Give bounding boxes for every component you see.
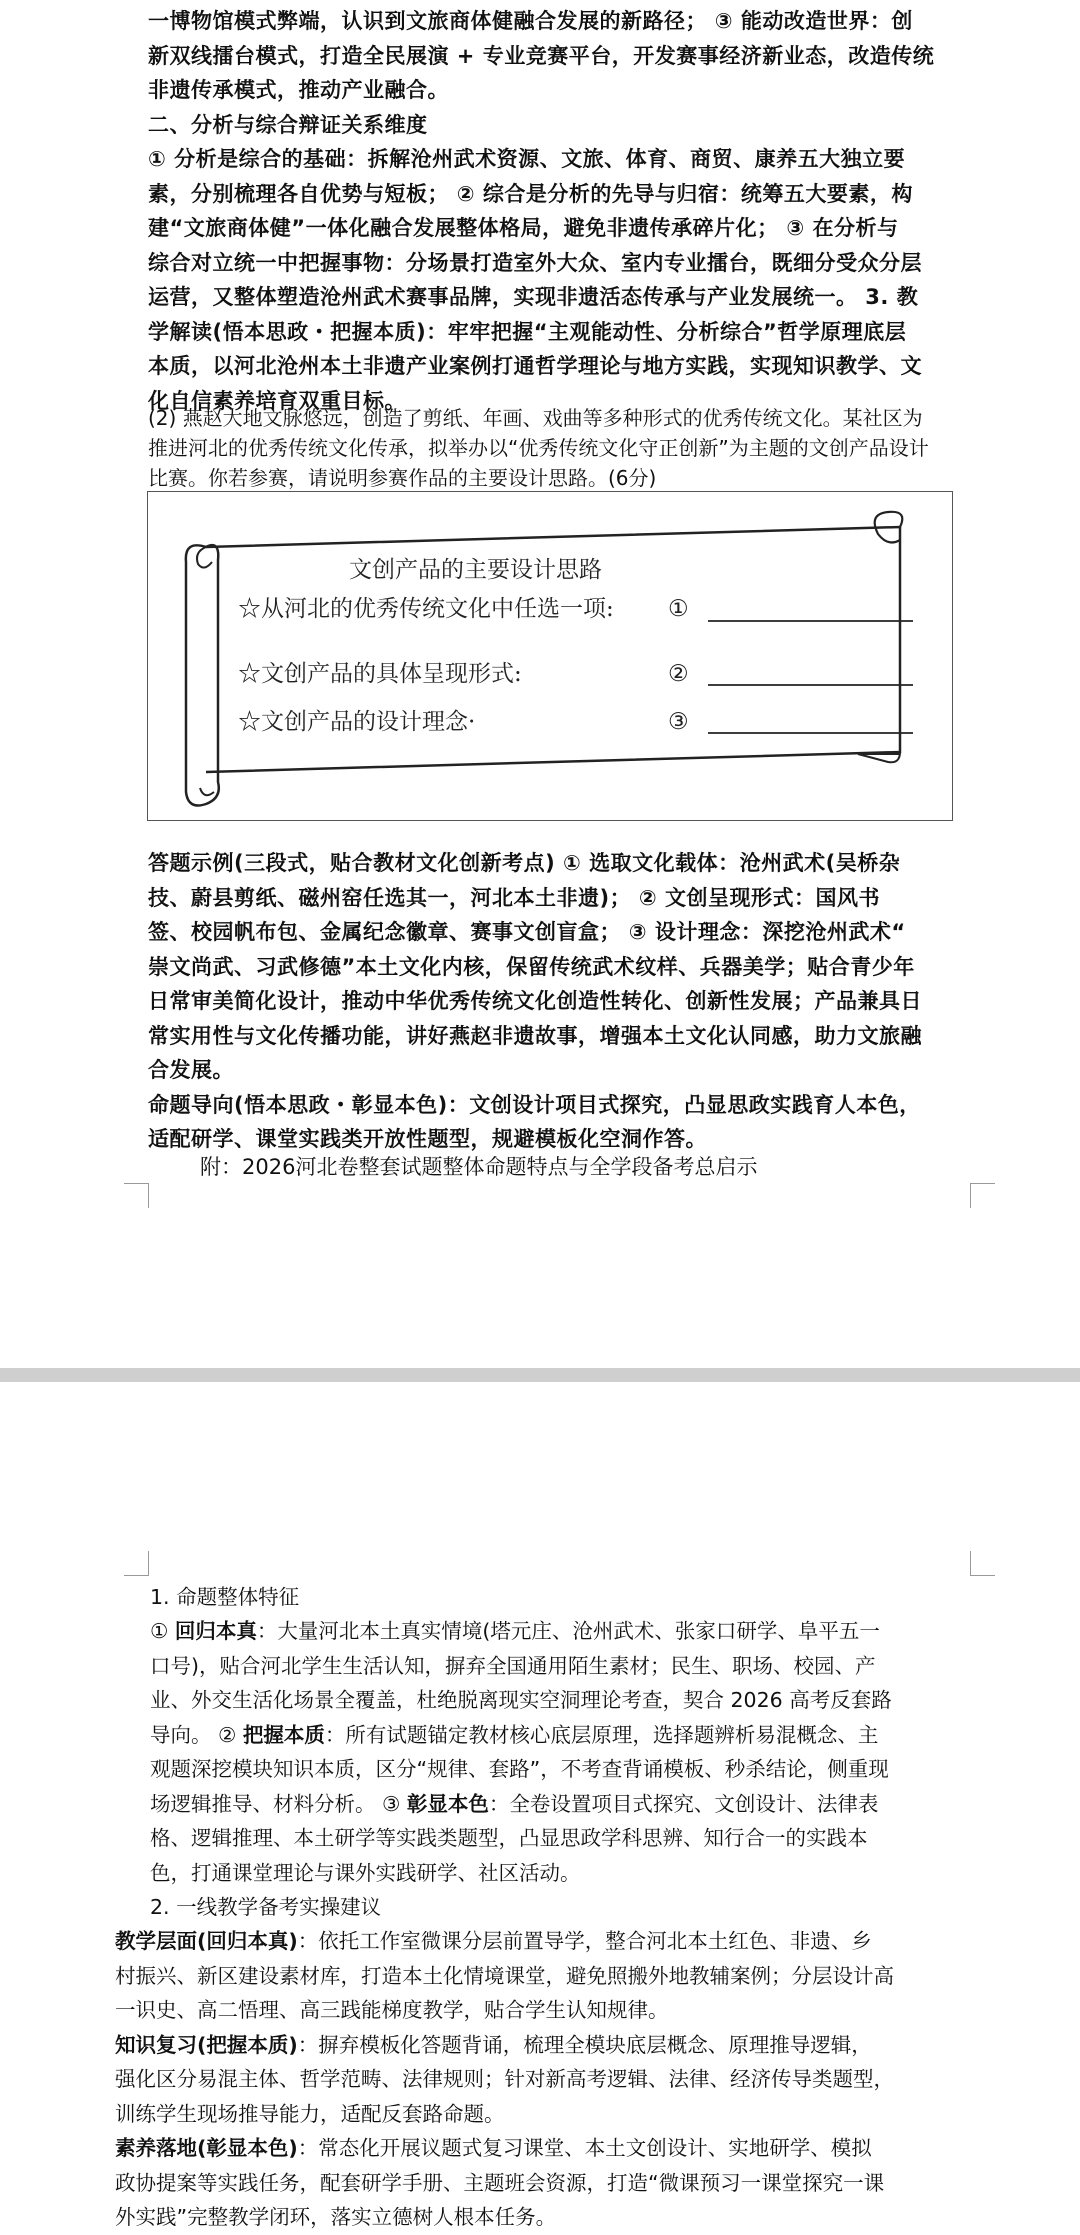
text-line: 命题导向(悟本思政・彰显本色)：文创设计项目式探究，凸显思政实践育人本色， [148, 1092, 921, 1117]
text-run: 政协提案等实践任务，配套研学手册、主题班会资源，打造“微课预习一课堂探究一课 [115, 2170, 885, 2195]
page-separator [0, 1368, 1080, 1382]
text-line: 常实用性与文化传播功能，讲好燕赵非遗故事，增强本土文化认同感，助力文旅融 [148, 1023, 922, 1048]
text-line: 建“文旅商体健”一体化融合发展整体格局，避免非遗传承碎片化； ③ 在分析与 [148, 216, 899, 240]
text-line [150, 1821, 980, 1856]
crop-mark-left [124, 1551, 149, 1576]
text-run: 色，打通课堂理论与课外实践研学、社区活动。 [150, 1860, 581, 1885]
text-run: ① [150, 1619, 175, 1643]
text-line: 合发展。 [148, 1058, 234, 1082]
bold-keyword: 知识复习(把握本质) [115, 2032, 298, 2057]
text-line [115, 1993, 985, 2028]
text-run: 外实践”完整教学闭环，落实立德树人根本任务。 [115, 2205, 557, 2229]
text-line [150, 1718, 980, 1753]
text-line: 非遗传承模式，推动产业融合。 [148, 78, 449, 102]
bold-keyword: 回归本真 [174, 1619, 257, 1643]
text-line [115, 2131, 985, 2166]
bold-keyword: 彰显本色 [406, 1791, 489, 1816]
suggestions-paragraph [115, 1924, 985, 2235]
text-line: 素，分别梳理各自优势与短板； ② 综合是分析的先导与归宿：统筹五大要素，构 [148, 181, 913, 206]
text-line: 签、校园帆布包、金属纪念徽章、赛事文创盲盒； ③ 设计理念：深挖沧州武术“ [148, 920, 906, 944]
text-line [150, 1856, 980, 1891]
text-line [150, 1683, 980, 1718]
text-line: 综合对立统一中把握事物：分场景打造室外大众、室内专业擂台，既细分受众分层 [148, 250, 922, 275]
text-run: 格、逻辑推理、本土研学等实践类题型，凸显思政学科思辨、知行合一的实践本 [150, 1826, 868, 1850]
text-run: 训练学生现场推导能力，适配反套路命题。 [115, 2101, 505, 2126]
characteristics-paragraph [150, 1614, 980, 1890]
crop-mark-right [970, 1183, 995, 1208]
figure-item-1-number: ① [668, 596, 689, 622]
text-line [115, 2166, 985, 2201]
text-line [115, 2028, 985, 2063]
section-heading-1: 1. 命题整体特征 [150, 1585, 300, 1609]
figure-item-3-number: ③ [668, 709, 689, 735]
text-line [150, 1752, 980, 1787]
text-run: ：常态化开展议题式复习课堂、本土文创设计、实地研学、模拟 [297, 2136, 872, 2160]
text-run: ：依托工作室微课分层前置导学，整合河北本土红色、非遗、乡 [297, 1929, 872, 1953]
text-line: 推进河北的优秀传统文化传承，拟举办以“优秀传统文化守正创新”为主题的文创产品设计 [148, 436, 929, 460]
text-line: 学解读(悟本思政・把握本质)：牢牢把握“主观能动性、分析综合”哲学原理底层 [148, 319, 907, 344]
text-run: 口号)，贴合河北学生生活认知，摒弃全国通用陌生素材；民生、职场、校园、产 [150, 1653, 876, 1678]
appendix-heading: 附：2026河北卷整套试题整体命题特点与全学段备考总启示 [200, 1155, 758, 1179]
text-line [115, 2062, 985, 2097]
text-run: ：摒弃模板化答题背诵，梳理全模块底层概念、原理推导逻辑， [297, 2032, 872, 2057]
bold-keyword: 把握本质 [242, 1722, 325, 1747]
document-page-2 [0, 1382, 1080, 2234]
text-line: 化自信素养培育双重目标。 [148, 388, 406, 413]
text-run: ：所有试题锚定教材核心底层原理，选择题辨析易混概念、主 [324, 1722, 879, 1747]
crop-mark-right [970, 1551, 995, 1576]
text-line [115, 1959, 985, 1994]
text-run: 观题深挖模块知识本质，区分“规律、套路”，不考查背诵模板、秒杀结论，侧重现 [150, 1757, 889, 1781]
design-idea-scroll-figure [147, 491, 953, 821]
bold-keyword: 素养落地(彰显本色) [115, 2136, 298, 2160]
text-line [115, 2200, 985, 2235]
text-run: ：大量河北本土真实情境(塔元庄、沧州武术、张家口研学、阜平五一 [256, 1619, 880, 1643]
text-line: 一博物馆模式弊端，认识到文旅商体健融合发展的新路径； ③ 能动改造世界：创 [148, 9, 913, 33]
text-run: 一识史、高二悟理、高三践能梯度教学，贴合学生认知规律。 [115, 1998, 669, 2022]
text-line: 崇文尚武、习武修德”本土文化内核，保留传统武术纹样、兵器美学；贴合青少年 [148, 954, 915, 979]
text-line [150, 1614, 980, 1649]
figure-title: 文创产品的主要设计思路 [349, 557, 602, 583]
text-run: 场逻辑推导、材料分析。 ③ [150, 1791, 407, 1816]
text-line: ① 分析是综合的基础：拆解沧州武术资源、文旅、体育、商贸、康养五大独立要 [148, 147, 906, 171]
bold-keyword: 教学层面(回归本真) [115, 1929, 298, 1953]
analysis-paragraph [148, 4, 978, 418]
text-line: 适配研学、课堂实践类开放性题型，规避模板化空洞作答。 [148, 1127, 707, 1151]
text-line: (2) 燕赵大地文脉悠远，创造了剪纸、年画、戏曲等多种形式的优秀传统文化。某社区为 [148, 406, 923, 430]
text-line: 二、分析与综合辩证关系维度 [148, 112, 428, 137]
text-line: 运营，又整体塑造沧州武术赛事品牌，实现非遗活态传承与产业发展统一。 3. 教 [148, 285, 919, 309]
text-line [115, 2097, 985, 2132]
text-line: 答题示例(三段式，贴合教材文化创新考点) ① 选取文化载体：沧州武术(吴桥杂 [148, 851, 901, 875]
text-run: 导向。 ② [150, 1722, 243, 1747]
text-line: 新双线擂台模式，打造全民展演 + 专业竞赛平台，开发赛事经济新业态，改造传统 [148, 43, 935, 68]
text-run: 业、外交生活化场景全覆盖，杜绝脱离现实空洞理论考查，契合 2026 高考反套路 [150, 1688, 892, 1712]
text-run: ：全卷设置项目式探究、文创设计、法律表 [488, 1791, 879, 1816]
text-line [150, 1649, 980, 1684]
figure-item-2-number: ② [668, 661, 689, 687]
text-line: 技、蔚县剪纸、磁州窑任选其一，河北本土非遗)； ② 文创呈现形式：国风书 [148, 885, 880, 910]
figure-item-3: ☆文创产品的设计理念· [238, 709, 476, 735]
text-line: 比赛。你若参赛，请说明参赛作品的主要设计思路。(6分) [148, 466, 657, 490]
scroll-drawing [148, 492, 952, 820]
section-heading-2: 2. 一线教学备考实操建议 [150, 1895, 382, 1919]
text-line: 日常审美简化设计，推动中华优秀传统文化创造性转化、创新性发展；产品兼具日 [148, 989, 922, 1013]
text-line: 本质，以河北沧州本土非遗产业案例打通哲学理论与地方实践，实现知识教学、文 [148, 354, 922, 378]
figure-item-2: ☆文创产品的具体呈现形式: [238, 661, 522, 687]
figure-item-1: ☆从河北的优秀传统文化中任选一项: [238, 596, 614, 622]
text-line [115, 1924, 985, 1959]
question-paragraph [148, 403, 978, 493]
text-run: 强化区分易混主体、哲学范畴、法律规则；针对新高考逻辑、法律、经济传导类题型， [115, 2067, 894, 2091]
crop-mark-left [124, 1183, 149, 1208]
text-run: 村振兴、新区建设素材库，打造本土化情境课堂，避免照搬外地教辅案例；分层设计高 [115, 1963, 894, 1988]
text-line [150, 1787, 980, 1822]
answer-example-paragraph [148, 846, 978, 1157]
